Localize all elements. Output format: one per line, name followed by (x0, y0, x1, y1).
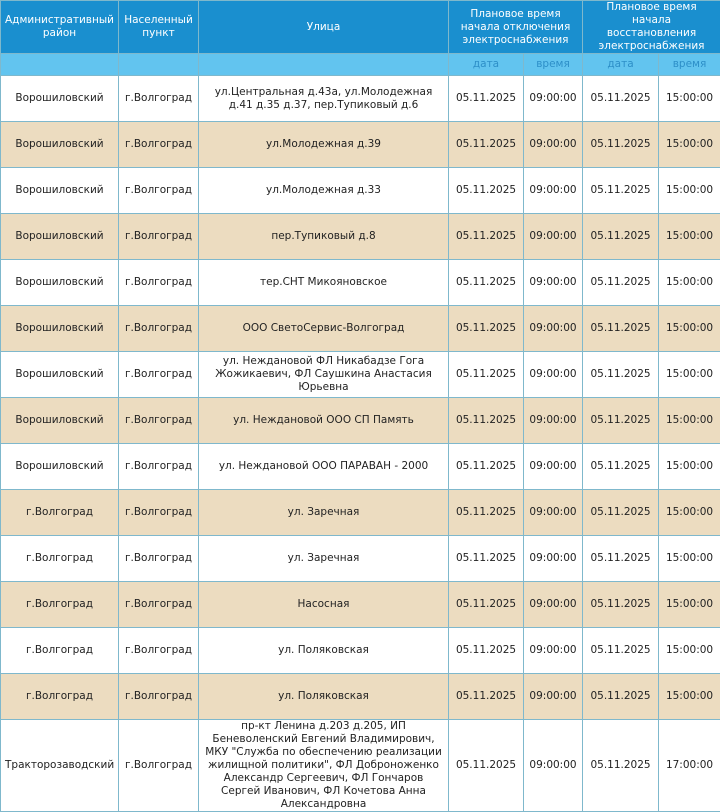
cell-locality: г.Волгоград (119, 628, 199, 674)
subheader-restore-time: время (659, 54, 720, 76)
cell-restore-time: 15:00:00 (659, 352, 720, 398)
cell-off-date: 05.11.2025 (449, 168, 524, 214)
subheader-empty (199, 54, 449, 76)
cell-restore-date: 05.11.2025 (583, 674, 659, 720)
table-row (1, 536, 720, 582)
cell-district: Ворошиловский (1, 306, 119, 352)
cell-restore-time: 15:00:00 (659, 122, 720, 168)
cell-district: г.Волгоград (1, 536, 119, 582)
cell-restore-date: 05.11.2025 (583, 720, 659, 812)
header-restore-start: Плановое время начала восстановления электроснабжения (583, 1, 720, 54)
cell-locality: г.Волгоград (119, 122, 199, 168)
cell-street: Насосная (199, 582, 449, 628)
cell-off-date: 05.11.2025 (449, 536, 524, 582)
cell-off-time: 09:00:00 (524, 260, 583, 306)
subheader-off-date: дата (449, 54, 524, 76)
cell-off-time: 09:00:00 (524, 674, 583, 720)
cell-off-time: 09:00:00 (524, 352, 583, 398)
cell-street: тер.СНТ Микояновское (199, 260, 449, 306)
table-row (1, 260, 720, 306)
cell-off-time: 09:00:00 (524, 398, 583, 444)
cell-restore-time: 17:00:00 (659, 720, 720, 812)
cell-restore-date: 05.11.2025 (583, 168, 659, 214)
cell-restore-date: 05.11.2025 (583, 122, 659, 168)
table-row (1, 582, 720, 628)
cell-district: Ворошиловский (1, 444, 119, 490)
cell-restore-date: 05.11.2025 (583, 444, 659, 490)
cell-locality: г.Волгоград (119, 582, 199, 628)
cell-off-date: 05.11.2025 (449, 260, 524, 306)
cell-restore-date: 05.11.2025 (583, 214, 659, 260)
cell-locality: г.Волгоград (119, 260, 199, 306)
cell-off-time: 09:00:00 (524, 168, 583, 214)
cell-off-date: 05.11.2025 (449, 398, 524, 444)
cell-street: ул.Молодежная д.33 (199, 168, 449, 214)
table-row (1, 720, 720, 812)
table-row (1, 398, 720, 444)
cell-district: Ворошиловский (1, 76, 119, 122)
cell-street: ул.Молодежная д.39 (199, 122, 449, 168)
cell-restore-time: 15:00:00 (659, 168, 720, 214)
cell-district: Ворошиловский (1, 352, 119, 398)
cell-off-date: 05.11.2025 (449, 490, 524, 536)
cell-restore-time: 15:00:00 (659, 536, 720, 582)
cell-locality: г.Волгоград (119, 76, 199, 122)
cell-street: ул.Центральная д.43а, ул.Молодежная д.41 д.35 д.37, пер.Тупиковый д.6 (199, 76, 449, 122)
cell-district: г.Волгоград (1, 490, 119, 536)
cell-street: пр-кт Ленина д.203 д.205, ИП Беневоленский Евгений Владимирович, МКУ "Служба по обеспечению реализации жилищной политики", ФЛ Доброноженко Александр Сергеевич, ФЛ Гончаров Сергей Иванович, ФЛ Кочетова Анна Александровна (199, 720, 449, 812)
header-row (1, 1, 720, 54)
cell-off-time: 09:00:00 (524, 628, 583, 674)
cell-restore-time: 15:00:00 (659, 444, 720, 490)
table-row (1, 76, 720, 122)
cell-district: Ворошиловский (1, 260, 119, 306)
cell-locality: г.Волгоград (119, 398, 199, 444)
cell-restore-time: 15:00:00 (659, 398, 720, 444)
cell-restore-date: 05.11.2025 (583, 490, 659, 536)
cell-street: ул. Неждановой ООО СП Память (199, 398, 449, 444)
cell-off-date: 05.11.2025 (449, 444, 524, 490)
cell-restore-date: 05.11.2025 (583, 352, 659, 398)
cell-district: Ворошиловский (1, 122, 119, 168)
header-street: Улица (199, 1, 449, 54)
cell-street: ул. Заречная (199, 490, 449, 536)
cell-district: г.Волгоград (1, 582, 119, 628)
cell-locality: г.Волгоград (119, 490, 199, 536)
table-row (1, 352, 720, 398)
cell-district: г.Волгоград (1, 674, 119, 720)
cell-off-date: 05.11.2025 (449, 306, 524, 352)
cell-off-date: 05.11.2025 (449, 628, 524, 674)
subheader-empty (1, 54, 119, 76)
cell-off-time: 09:00:00 (524, 306, 583, 352)
cell-restore-date: 05.11.2025 (583, 260, 659, 306)
cell-restore-date: 05.11.2025 (583, 76, 659, 122)
cell-restore-date: 05.11.2025 (583, 398, 659, 444)
subheader-empty (119, 54, 199, 76)
cell-street: ООО СветоСервис-Волгоград (199, 306, 449, 352)
cell-locality: г.Волгоград (119, 352, 199, 398)
table-row (1, 628, 720, 674)
table-row (1, 214, 720, 260)
cell-street: ул. Неждановой ФЛ Никабадзе Гога Жожикаевич, ФЛ Саушкина Анастасия Юрьевна (199, 352, 449, 398)
cell-restore-time: 15:00:00 (659, 490, 720, 536)
table-row (1, 490, 720, 536)
header-off-start: Плановое время начала отключения электроснабжения (449, 1, 583, 54)
cell-off-time: 09:00:00 (524, 122, 583, 168)
subheader-off-time: время (524, 54, 583, 76)
cell-off-date: 05.11.2025 (449, 720, 524, 812)
cell-district: Ворошиловский (1, 398, 119, 444)
cell-restore-date: 05.11.2025 (583, 628, 659, 674)
cell-restore-date: 05.11.2025 (583, 306, 659, 352)
header-locality: Населенный пункт (119, 1, 199, 54)
cell-off-date: 05.11.2025 (449, 76, 524, 122)
cell-restore-time: 15:00:00 (659, 628, 720, 674)
cell-locality: г.Волгоград (119, 444, 199, 490)
cell-locality: г.Волгоград (119, 168, 199, 214)
cell-off-time: 09:00:00 (524, 76, 583, 122)
table-row (1, 168, 720, 214)
cell-off-date: 05.11.2025 (449, 122, 524, 168)
cell-locality: г.Волгоград (119, 214, 199, 260)
table-row (1, 122, 720, 168)
cell-district: г.Волгоград (1, 628, 119, 674)
cell-street: ул. Поляковская (199, 674, 449, 720)
subheader-restore-date: дата (583, 54, 659, 76)
cell-locality: г.Волгоград (119, 306, 199, 352)
cell-off-time: 09:00:00 (524, 490, 583, 536)
cell-restore-time: 15:00:00 (659, 582, 720, 628)
cell-off-time: 09:00:00 (524, 536, 583, 582)
cell-restore-time: 15:00:00 (659, 306, 720, 352)
cell-restore-time: 15:00:00 (659, 674, 720, 720)
cell-locality: г.Волгоград (119, 536, 199, 582)
cell-off-date: 05.11.2025 (449, 582, 524, 628)
cell-restore-time: 15:00:00 (659, 260, 720, 306)
table-row (1, 306, 720, 352)
cell-off-date: 05.11.2025 (449, 674, 524, 720)
table-row (1, 674, 720, 720)
cell-restore-date: 05.11.2025 (583, 582, 659, 628)
cell-street: ул. Неждановой ООО ПАРАВАН - 2000 (199, 444, 449, 490)
cell-restore-time: 15:00:00 (659, 76, 720, 122)
cell-district: Ворошиловский (1, 214, 119, 260)
cell-district: Тракторозаводский (1, 720, 119, 812)
table-body (1, 76, 720, 812)
cell-street: ул. Поляковская (199, 628, 449, 674)
cell-off-time: 09:00:00 (524, 582, 583, 628)
cell-street: пер.Тупиковый д.8 (199, 214, 449, 260)
cell-off-time: 09:00:00 (524, 444, 583, 490)
header-district: Административный район (1, 1, 119, 54)
table-row (1, 444, 720, 490)
cell-locality: г.Волгоград (119, 674, 199, 720)
cell-restore-date: 05.11.2025 (583, 536, 659, 582)
cell-off-time: 09:00:00 (524, 214, 583, 260)
cell-off-time: 09:00:00 (524, 720, 583, 812)
subheader-row (1, 54, 720, 76)
cell-off-date: 05.11.2025 (449, 214, 524, 260)
cell-district: Ворошиловский (1, 168, 119, 214)
cell-off-date: 05.11.2025 (449, 352, 524, 398)
cell-locality: г.Волгоград (119, 720, 199, 812)
cell-street: ул. Заречная (199, 536, 449, 582)
table-header (1, 1, 720, 76)
cell-restore-time: 15:00:00 (659, 214, 720, 260)
